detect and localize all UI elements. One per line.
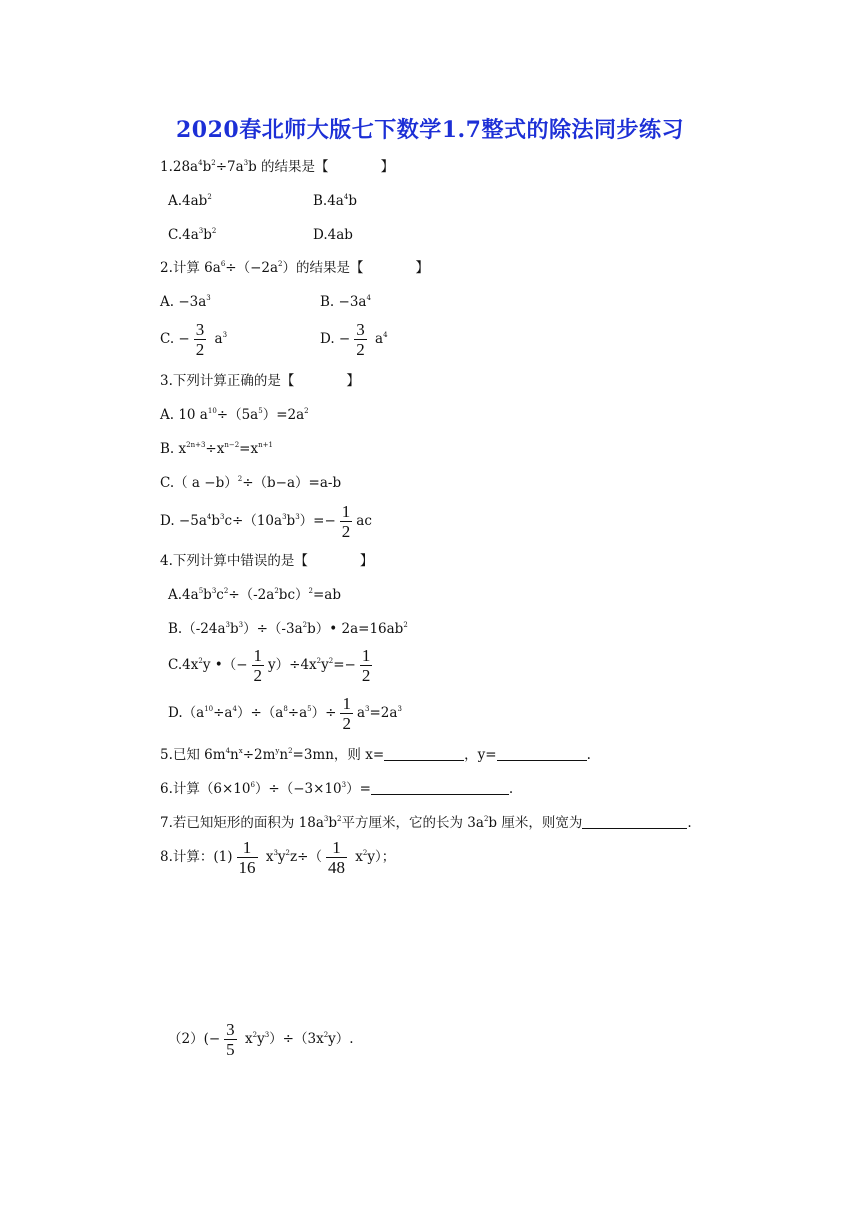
text: b [286,513,296,529]
question-3-option-d [160,502,372,541]
text: 3.下列计算正确的是【 [160,373,295,389]
text: 5.已知 6m [160,747,226,763]
text: ÷7a [215,159,244,175]
exponent: 5 [258,407,263,415]
text: C.（ a −b） [160,475,238,491]
text: ，y= [464,747,497,763]
text: b [203,227,212,243]
answer-blank[interactable] [371,780,509,795]
text: ）÷（−3×10 [254,781,342,797]
exponent: 2 [304,407,309,415]
text: n [279,747,289,763]
denominator: 2 [253,666,263,685]
denominator: 2 [342,714,351,733]
text: y）； [367,849,396,865]
exponent: 2 [323,1031,329,1039]
question-3-stem [160,372,360,390]
text: b [229,621,239,637]
text: =x [239,441,259,457]
exponent: y [275,747,280,755]
text: . [586,747,591,763]
text: B.（-24a [168,621,226,637]
text: =3mn，则 x= [292,747,385,763]
numerator: 1 [326,838,347,858]
text: 1.28a [160,159,199,175]
text: D.4ab [313,227,353,243]
text: ÷2m [242,747,276,763]
numerator: 3 [226,1020,235,1039]
text: y •（− [202,657,248,673]
denominator: 2 [356,340,365,359]
text: ）的结果是【 [282,260,364,276]
exponent: 3 [273,849,278,857]
text: 】 [359,553,374,569]
exponent: 4 [206,513,212,521]
question-1-option-a [168,192,212,210]
question-2-option-a [160,293,211,311]
text: b [211,513,220,529]
text: c÷（10a [224,513,283,529]
exponent: 4 [343,193,349,201]
text: 8.计算：(1) [160,849,233,865]
exponent: 2 [337,815,342,823]
exponent: 3 [198,227,204,235]
question-5 [160,746,591,764]
text: A. −3a [160,294,207,310]
exponent: 4 [225,747,231,755]
exponent: 2 [278,260,283,268]
text: b 的结果是【 [248,159,329,175]
question-3-option-a [160,406,309,424]
text: 平方厘米，它的长为 3a [341,815,484,831]
text: ）÷（3x [269,1031,324,1047]
exponent: 3 [225,621,230,629]
text: ）= [346,781,371,797]
exponent: n−2 [224,441,240,449]
exponent: 5 [307,705,312,713]
question-1-option-c [168,226,216,244]
question-6 [160,780,513,798]
text: 6.计算（6×10 [160,781,251,797]
exponent: 3 [295,513,300,521]
text: x [244,1031,253,1047]
exponent: 2 [252,1031,258,1039]
numerator: 3 [356,320,365,339]
text: ）÷（a [236,705,284,721]
exponent: 2 [362,849,368,857]
question-4-option-b [168,620,408,638]
exponent: 4 [232,705,237,713]
exponent: 5 [198,587,204,595]
text: B.4a [313,193,344,209]
text: B. x [160,441,187,457]
answer-blank[interactable] [582,814,687,829]
text: 】 [415,260,430,276]
numerator: 1 [237,838,258,858]
exponent: 2 [198,657,203,665]
exponent: 3 [220,513,225,521]
denominator: 2 [341,522,351,541]
exponent: 2 [308,587,313,595]
text: A.4a [168,587,199,603]
exponent: 6 [250,781,255,789]
question-3-option-b [160,440,273,458]
text: a [214,331,223,347]
text: y [277,849,286,865]
exponent: 4 [198,159,203,167]
text: A.4ab [168,193,208,209]
text: b [328,815,338,831]
denominator: 5 [226,1040,235,1059]
question-2-option-d [320,320,388,359]
text: 】 [346,373,360,389]
fraction [194,320,207,359]
exponent: 2 [285,849,291,857]
exponent: 3 [282,513,287,521]
text: . [687,815,692,831]
question-8-part-1 [160,838,395,877]
text: ÷（5a [216,407,259,423]
exponent: 10 [207,407,217,415]
question-1-option-b [313,192,357,210]
text: ÷a [287,705,308,721]
question-4-option-d [168,694,402,733]
question-4-option-c [168,646,376,685]
text: 】 [380,159,395,175]
text: D.（a [168,705,205,721]
exponent: 4 [383,331,388,339]
question-8-part-2 [168,1020,354,1059]
exponent: 3 [222,331,228,339]
exponent: 2 [223,587,229,595]
exponent: 3 [264,1031,270,1039]
denominator: 16 [238,858,256,877]
numerator: 1 [361,646,371,665]
exponent: 2 [483,815,489,823]
text: ÷a [213,705,233,721]
exponent: 2 [316,657,322,665]
text: ÷（-2a [228,587,275,603]
exponent: 2n+3 [186,441,206,449]
question-3-option-c [160,474,341,492]
text: n [230,747,239,763]
exponent: 3 [206,294,211,302]
text: B. −3a [320,294,367,310]
text: C. − [160,331,190,347]
exponent: 2 [211,227,217,235]
exponent: 3 [238,621,244,629]
question-4-stem [160,552,373,570]
question-1-stem [160,158,394,176]
text: y）. [328,1031,354,1047]
text: b [203,587,212,603]
denominator: 2 [195,340,205,359]
text: 2.计算 6a [160,260,221,276]
exponent: 3 [323,815,329,823]
page-title: 2020春北师大版七下数学1.7整式的除法同步练习 [175,117,684,143]
exponent: n+1 [258,441,273,449]
exponent: 4 [366,294,371,302]
text: b [202,159,212,175]
numerator: 1 [253,646,263,665]
text: x [265,849,274,865]
text: ）=2a [262,407,305,423]
text: ）÷（-3a [243,621,303,637]
answer-blank-y[interactable] [497,746,587,761]
question-1-option-d [313,226,353,244]
text: x [355,849,363,865]
exponent: 2 [302,621,308,629]
fraction [340,694,353,733]
exponent: 2 [288,747,293,755]
text: y [321,657,329,673]
denominator: 48 [327,858,345,877]
text: ）÷ [311,705,337,721]
question-2-option-b [320,293,371,311]
numerator: 1 [342,694,351,713]
exponent: 6 [220,260,226,268]
fraction [224,1020,237,1059]
text: ÷x [205,441,225,457]
text: a [375,331,384,347]
text: c [216,587,224,603]
text: C.4a [168,227,199,243]
fraction [252,646,265,685]
text: . [508,781,514,797]
exponent: 3 [211,587,217,595]
text: C.4x [168,657,199,673]
exponent: x [238,747,243,755]
exponent: 3 [243,159,249,167]
text: ac [356,513,372,529]
text: y）÷4x [268,657,317,673]
text: D. − [320,331,351,347]
exponent: 2 [207,193,212,201]
fraction [340,502,353,541]
exponent: 2 [211,159,216,167]
exponent: 3 [397,705,402,713]
text: ）=− [299,513,336,529]
question-7 [160,814,692,832]
fraction [237,838,258,877]
text: ÷（−2a [225,260,279,276]
exponent: 8 [283,705,288,713]
exponent: 10 [204,705,214,713]
text: b 厘米，则宽为 [488,815,583,831]
text: b [348,193,357,209]
fraction [354,320,367,359]
numerator: 1 [341,502,351,521]
answer-blank-x[interactable] [384,746,464,761]
text: bc） [278,587,309,603]
text: ÷（b−a）=a-b [242,475,342,491]
numerator: 3 [195,320,205,339]
exponent: 2 [328,657,334,665]
text: 7.若已知矩形的面积为 18a [160,815,324,831]
text: z÷（ [290,849,322,865]
text: =− [333,657,356,673]
text: =2a [369,705,398,721]
exponent: 2 [237,475,243,483]
question-2-option-c [160,320,227,359]
exponent: 3 [341,781,347,789]
fraction [326,838,347,877]
text: 4.下列计算中错误的是【 [160,553,308,569]
text: =ab [312,587,341,603]
exponent: 2 [403,621,408,629]
text: D. −5a [160,513,207,529]
question-2-stem [160,259,429,277]
exponent: 3 [365,705,370,713]
text: y [257,1031,265,1047]
question-4-option-a [168,586,341,604]
denominator: 2 [361,666,371,685]
text: A. 10 a [160,407,208,423]
text: a [356,705,366,721]
fraction [360,646,373,685]
text: （2）(− [168,1031,221,1047]
text: b）• 2a=16ab [307,621,404,637]
exponent: 2 [274,587,279,595]
